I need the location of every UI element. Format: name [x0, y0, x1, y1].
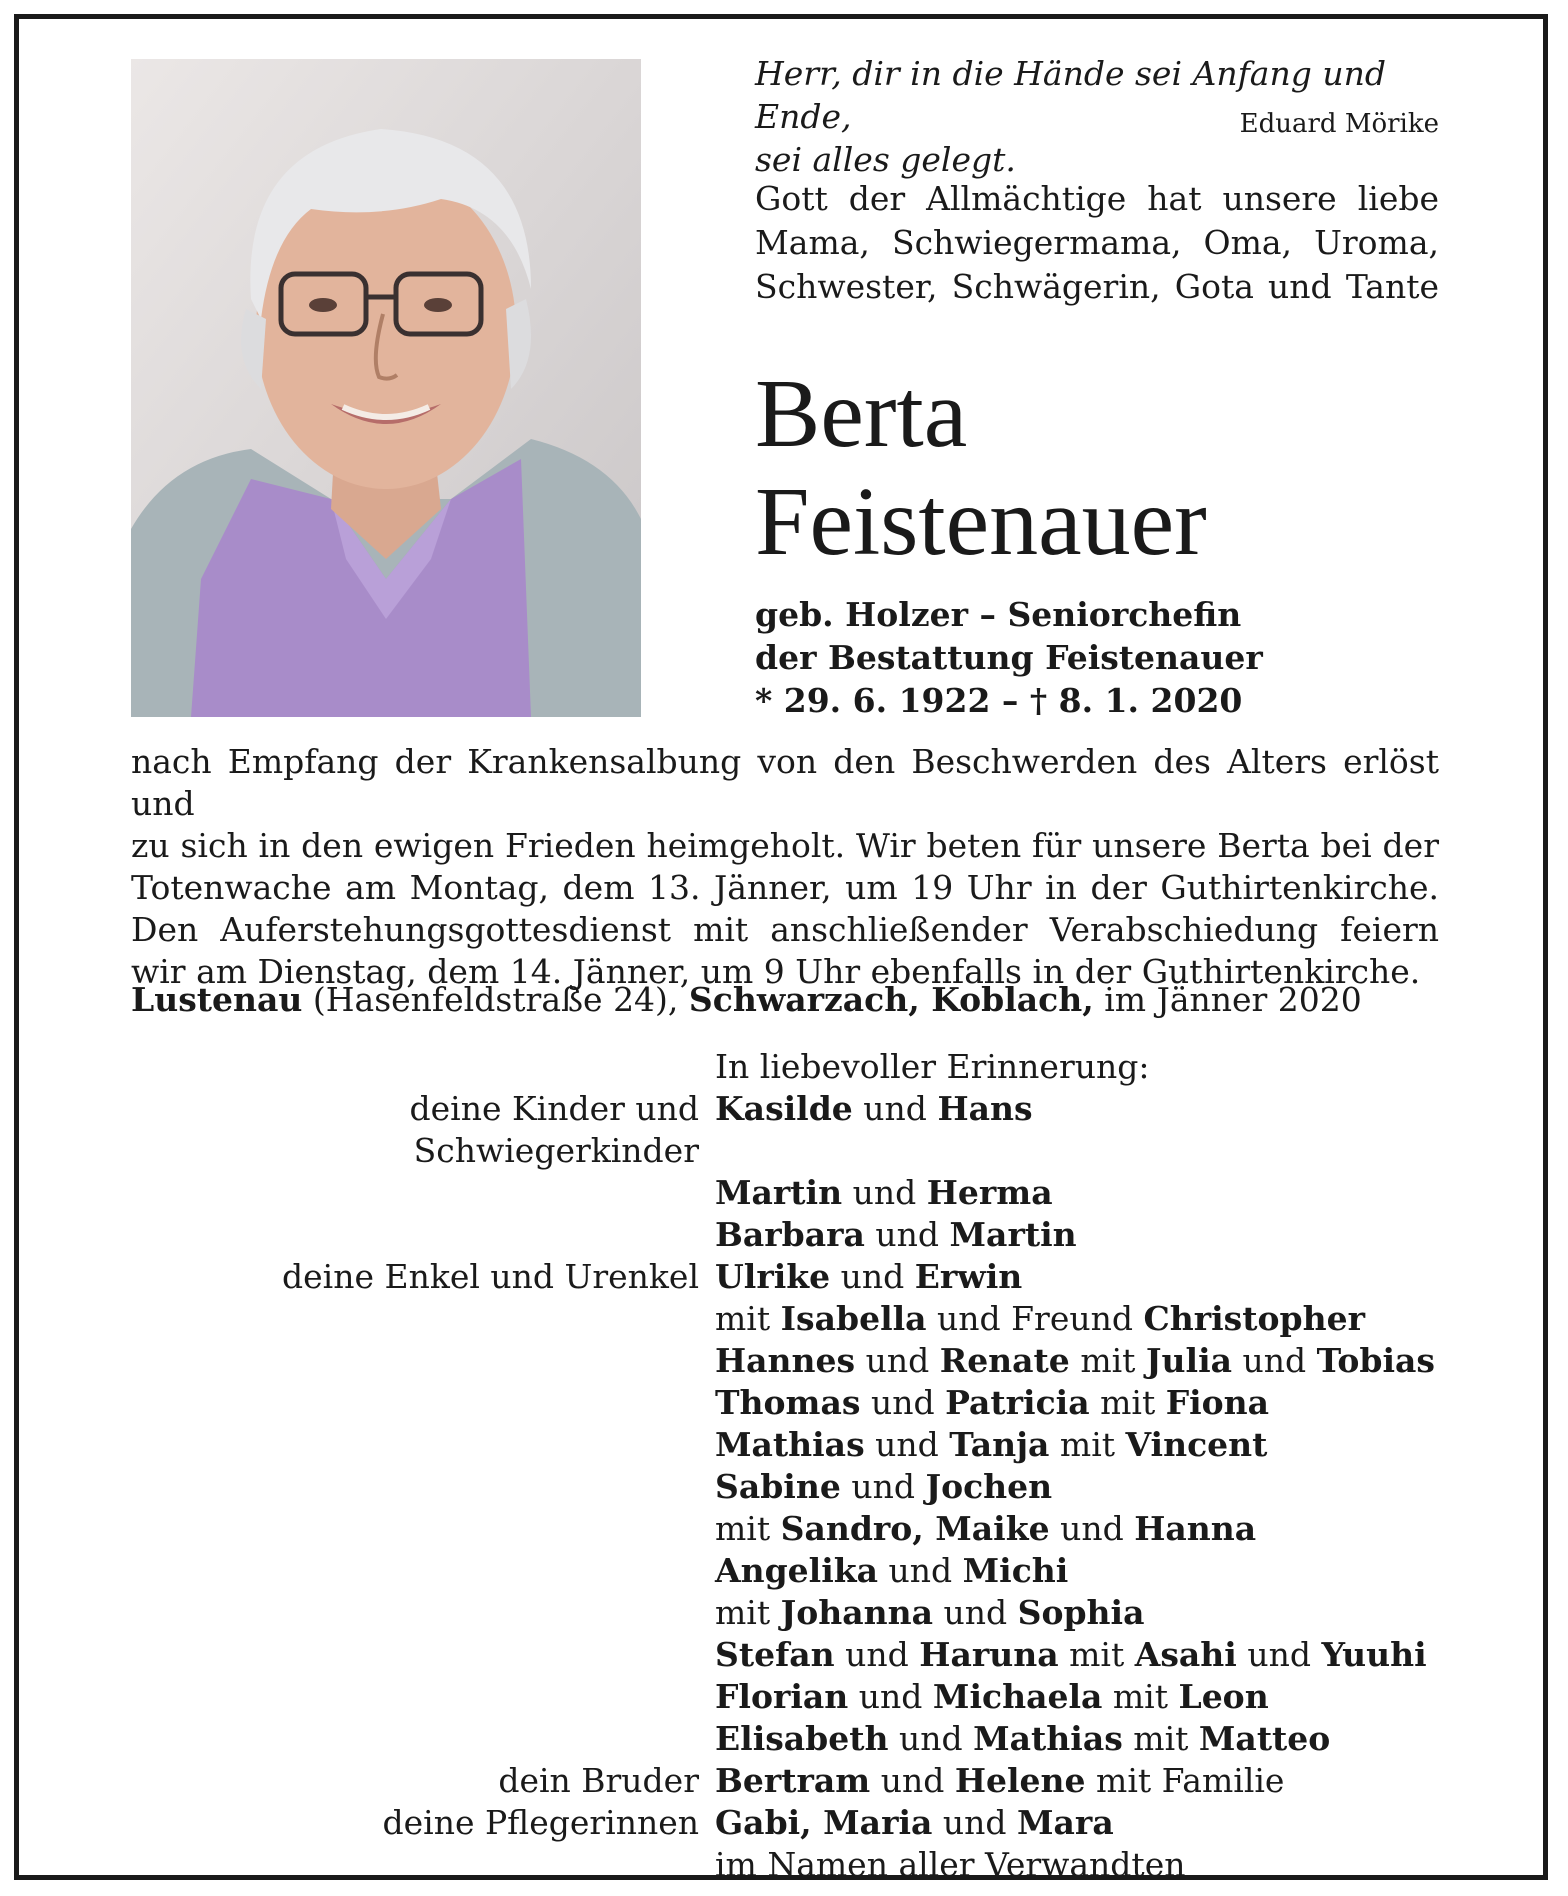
connector: und	[875, 1425, 939, 1464]
connector: mit	[1059, 1425, 1116, 1464]
mourner-name: Elisabeth	[715, 1719, 889, 1758]
mourner-name: Tobias	[1316, 1341, 1435, 1380]
connector: und	[1060, 1509, 1124, 1548]
connector: und	[888, 1551, 953, 1590]
connector: und	[1242, 1341, 1307, 1380]
announcement-body	[131, 741, 1439, 993]
mourner-name: Mara	[1017, 1803, 1114, 1842]
mourner-name: Thomas	[715, 1383, 861, 1422]
mourner-row	[131, 1634, 1461, 1676]
mourner-name: Hanna	[1134, 1509, 1257, 1548]
body-line-2: zu sich in den ewigen Frieden heimgeholt. Wir beten für unsere Berta bei der	[131, 826, 1439, 865]
intro-line-3: Schwester, Schwägerin, Gota und Tante	[755, 267, 1439, 306]
business-line: der Bestattung Feistenauer	[755, 638, 1263, 677]
connector: mit	[1100, 1383, 1156, 1422]
deceased-name	[755, 360, 1207, 576]
connector: und	[840, 1257, 905, 1296]
mourner-row	[131, 1466, 1461, 1508]
location-address: (Hasenfeldstraße 24),	[312, 980, 679, 1019]
mourner-name: Isabella	[780, 1299, 927, 1338]
mourner-row	[131, 1676, 1461, 1718]
connector: und	[851, 1467, 915, 1506]
intro-line-2: Mama, Schwiegermama, Oma, Uroma,	[755, 223, 1439, 262]
intro-text	[755, 177, 1439, 309]
deceased-last-name: Feistenauer	[755, 468, 1207, 576]
connector: mit	[1069, 1635, 1125, 1674]
mourner-name: Renate	[939, 1341, 1070, 1380]
body-line-3: Totenwache am Montag, dem 13. Jänner, um 19 Uhr in der Guthirtenkirche.	[131, 868, 1439, 907]
connector: und	[943, 1593, 1008, 1632]
connector: mit	[715, 1593, 771, 1632]
connector: mit	[1133, 1719, 1189, 1758]
mourner-name: Matteo	[1198, 1719, 1331, 1758]
mourner-name: Michaela	[932, 1677, 1103, 1716]
location-place-2: Schwarzach, Koblach,	[688, 980, 1094, 1019]
intro-line-1: Gott der Allmächtige hat unsere liebe	[755, 179, 1439, 218]
mourner-row	[131, 1088, 1461, 1172]
mourner-name: Martin	[949, 1215, 1077, 1254]
maiden-name-line: geb. Holzer – Seniorchefin	[755, 595, 1242, 634]
mourner-name: Johanna	[780, 1593, 933, 1632]
mourner-name: Ulrike	[715, 1257, 831, 1296]
mourner-row	[131, 1592, 1461, 1634]
mourner-row	[131, 1340, 1461, 1382]
mourners-heading: In liebevoller Erinnerung:	[715, 1047, 1150, 1086]
mourner-row	[131, 1508, 1461, 1550]
connector: mit Familie	[1096, 1761, 1285, 1800]
connector: und	[865, 1341, 930, 1380]
mourner-row	[131, 1760, 1461, 1802]
mourner-name: Vincent	[1125, 1425, 1268, 1464]
mourner-name: Erwin	[914, 1257, 1023, 1296]
mourner-row	[131, 1718, 1461, 1760]
mourner-name: Jochen	[925, 1467, 1053, 1506]
mourner-name: Fiona	[1165, 1383, 1270, 1422]
connector: und	[875, 1215, 940, 1254]
location-line	[131, 978, 1362, 1022]
mourner-row	[131, 1550, 1461, 1592]
mourner-row	[131, 1172, 1461, 1214]
mourner-row	[131, 1256, 1461, 1298]
mourner-row	[131, 1298, 1461, 1340]
connector: mit	[715, 1299, 771, 1338]
mourner-row	[131, 1802, 1461, 1844]
connector: mit	[1112, 1677, 1168, 1716]
mourner-name: Martin	[715, 1173, 843, 1212]
connector: mit	[1080, 1341, 1136, 1380]
body-line-5: wir am Dienstag, dem 14. Jänner, um 9 Uhr ebenfalls in der Guthirtenkirche.	[131, 952, 1421, 991]
connector: und	[880, 1761, 945, 1800]
portrait-illustration	[131, 59, 641, 717]
opening-quote	[755, 52, 1439, 181]
mourner-name: Hans	[937, 1089, 1033, 1128]
body-line-4: Den Auferstehungsgottesdienst mit anschließender Verabschiedung feiern	[131, 910, 1439, 949]
mourner-row	[131, 1382, 1461, 1424]
body-line-1: nach Empfang der Krankensalbung von den Beschwerden des Alters erlöst und	[131, 742, 1439, 823]
quote-author: Eduard Mörike	[1239, 109, 1439, 139]
relation-label: deine Pflegerinnen	[382, 1803, 699, 1842]
mourner-name: Gabi, Maria	[715, 1803, 933, 1842]
mourner-name: Patricia	[945, 1383, 1090, 1422]
deceased-details	[755, 593, 1263, 722]
connector: und	[1247, 1635, 1311, 1674]
deceased-first-name: Berta	[755, 360, 968, 468]
mourner-name: Christopher	[1143, 1299, 1365, 1338]
mourner-row	[131, 1844, 1461, 1886]
mourner-name: Mathias	[973, 1719, 1123, 1758]
connector: und	[899, 1719, 963, 1758]
closing-line: im Namen aller Verwandten	[715, 1845, 1186, 1884]
connector: und	[870, 1383, 935, 1422]
connector: und	[942, 1803, 1007, 1842]
mourner-name: Haruna	[919, 1635, 1059, 1674]
mourner-name: Sabine	[715, 1467, 841, 1506]
relation-label: deine Kinder und Schwiegerkinder	[409, 1089, 699, 1170]
relation-label: deine Enkel und Urenkel	[282, 1257, 699, 1296]
life-dates: * 29. 6. 1922 – † 8. 1. 2020	[755, 681, 1243, 720]
connector: und	[852, 1173, 917, 1212]
mourner-row	[131, 1214, 1461, 1256]
mourner-name: Helene	[954, 1761, 1086, 1800]
connector: und	[863, 1089, 927, 1128]
mourner-name: Sandro, Maike	[780, 1509, 1050, 1548]
mourner-name: Hannes	[715, 1341, 856, 1380]
mourner-name: Sophia	[1017, 1593, 1145, 1632]
mourner-name: Leon	[1178, 1677, 1269, 1716]
quote-line-1: Herr, dir in die Hände sei Anfang und Ende,	[755, 54, 1386, 136]
mourner-name: Mathias	[715, 1425, 865, 1464]
connector: und Freund	[937, 1299, 1133, 1338]
connector: und	[858, 1677, 923, 1716]
location-date: im Jänner 2020	[1104, 980, 1362, 1019]
mourner-name: Julia	[1145, 1341, 1232, 1380]
mourner-name: Tanja	[949, 1425, 1050, 1464]
mourner-name: Yuuhi	[1321, 1635, 1427, 1674]
mourner-name: Bertram	[715, 1761, 871, 1800]
connector: mit	[715, 1509, 771, 1548]
mourner-name: Kasilde	[715, 1089, 853, 1128]
mourner-name: Stefan	[715, 1635, 835, 1674]
connector: und	[845, 1635, 909, 1674]
mourner-name: Herma	[926, 1173, 1053, 1212]
portrait-photo	[131, 59, 641, 717]
mourners-list	[131, 1046, 1461, 1886]
location-place-1: Lustenau	[131, 980, 303, 1019]
quote-line-2: sei alles gelegt.	[755, 140, 1016, 179]
relation-label: dein Bruder	[498, 1761, 699, 1800]
mourner-name: Angelika	[715, 1551, 878, 1590]
mourner-name: Michi	[962, 1551, 1069, 1590]
mourner-name: Barbara	[715, 1215, 865, 1254]
mourner-name: Florian	[715, 1677, 849, 1716]
mourner-row	[131, 1424, 1461, 1466]
mourner-name: Asahi	[1134, 1635, 1237, 1674]
